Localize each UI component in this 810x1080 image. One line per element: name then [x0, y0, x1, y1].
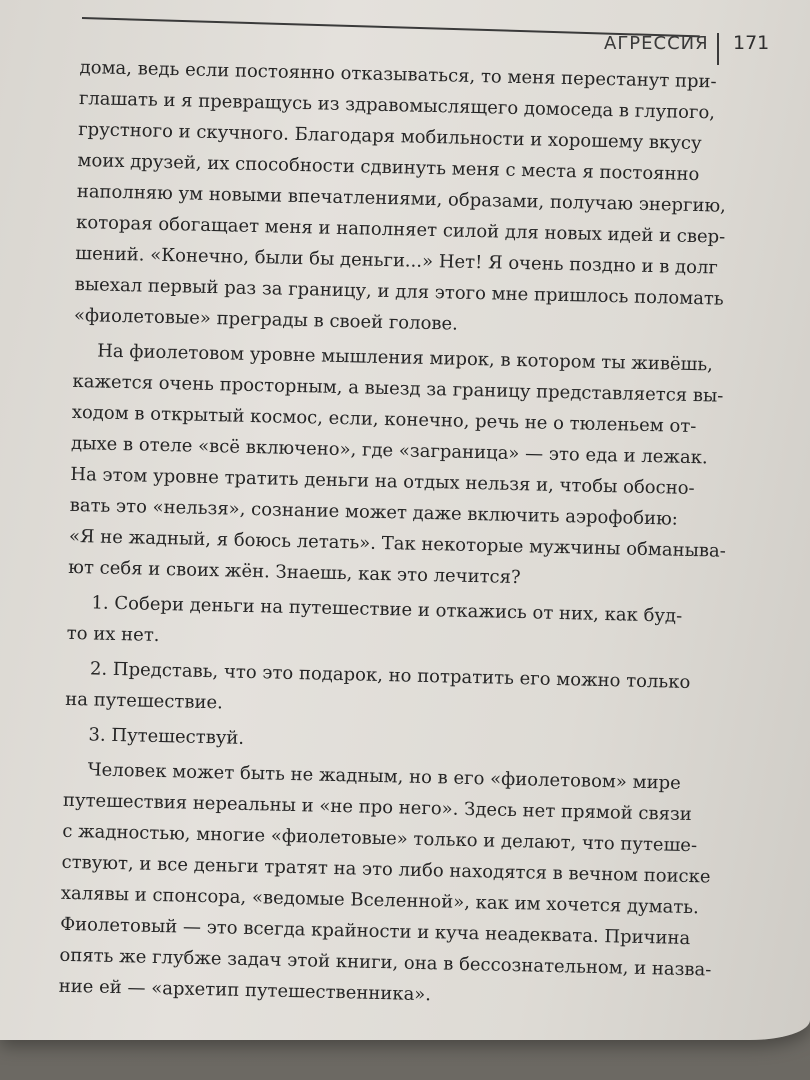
text-line: На фиолетовом уровне мышления мирок, в котором ты живёшь, [96, 340, 714, 376]
text-line: Человек может быть не жадным, но в его «фиолетовом» мире [87, 759, 682, 794]
text-line: грустного и скучного. Благодаря мобильности и хорошему вкусу [78, 118, 702, 155]
text-line: ют себя и своих жён. Знаешь, как это лечится? [68, 556, 521, 589]
text-line: на путешествие. [65, 688, 224, 714]
text-line: путешествия нереальны и «не про него». Здесь нет прямой связи [62, 789, 693, 826]
text-line: Фиолетовый — это всегда крайности и куча неадеквата. Причина [59, 913, 691, 950]
text-line: «фиолетовые» преграды в своей голове. [73, 304, 459, 335]
page-number: 171 [733, 32, 770, 54]
text-line: ние ей — «архетип путешественника». [58, 975, 432, 1006]
text-line: дыхе в отеле «всё включено», где «заграница» — это еда и лежак. [70, 432, 708, 469]
text-line: ствуют, и все деньги тратят на это либо находятся в вечном поиске [61, 851, 711, 888]
header-separator [717, 33, 719, 65]
text-line: 3. Путешествуй. [88, 724, 245, 749]
text-line: халявы и спонсора, «ведомые Вселенной», как им хочется думать. [60, 882, 700, 919]
text-line: шений. «Конечно, были бы деньги...» Нет! Я очень поздно и в долг [75, 242, 719, 279]
text-line: наполняю ум новыми впечатлениями, образами, получаю энергию, [76, 180, 727, 217]
text-line: 2. Представь, что это подарок, но потратить его можно только [89, 658, 691, 694]
text-line: кажется очень просторным, а выезд за границу представляется вы- [72, 370, 724, 407]
text-line: опять же глубже задач этой книги, она в бессознательном, и назва- [59, 944, 712, 981]
body-text [58, 52, 769, 1017]
text-line: которая обогащает меня и наполняет силой для новых идей и свер- [75, 211, 726, 248]
text-line: На этом уровне тратить деньги на отдых нельзя и, чтобы обосно- [70, 463, 695, 500]
text-line: «Я не жадный, я боюсь летать». Так некоторые мужчины обманыва- [68, 525, 727, 562]
running-header-title: АГРЕССИЯ [604, 33, 709, 54]
text-line: вать это «нельзя», сознание может даже включить аэрофобию: [69, 494, 679, 530]
text-line: выехал первый раз за границу, и для этого мне пришлось поломать [74, 273, 724, 310]
text-line: 1. Собери деньги на путешествие и откажись от них, как буд- [91, 592, 683, 627]
text-line: ходом в открытый космос, если, конечно, речь не о тюленьем от- [71, 401, 697, 438]
text-line: с жадностью, многие «фиолетовые» только и делают, что путеше- [62, 820, 698, 857]
text-line: глашать и я превращусь из здравомыслящего домоседа в глупого, [78, 87, 716, 124]
text-line: дома, ведь если постоянно отказываться, то меня перестанут при- [79, 56, 717, 93]
text-line: то их нет. [66, 622, 160, 646]
text-line: моих друзей, их способности сдвинуть меня с места я постоянно [77, 149, 700, 186]
